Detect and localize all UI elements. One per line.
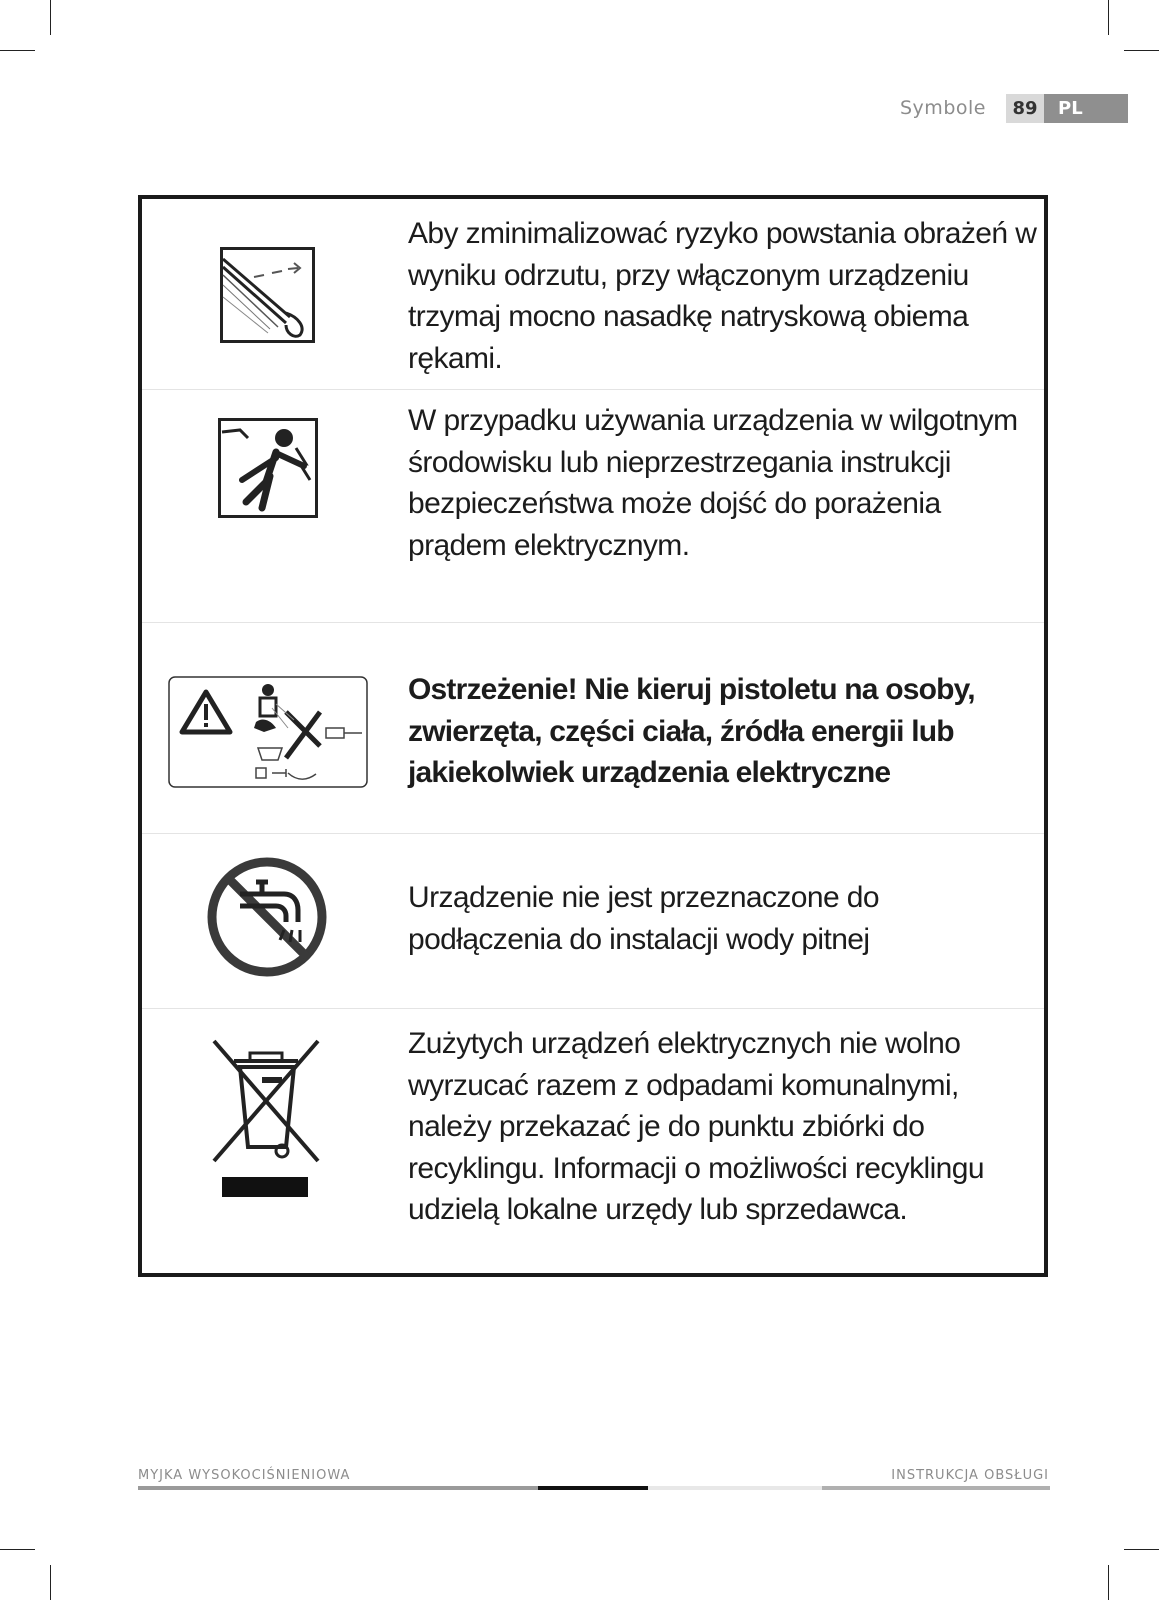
symbol-row [142,623,1044,833]
weee-crossed-bin-icon [210,1037,322,1199]
symbol-warning-text: Ostrzeżenie! Nie kieruj pistoletu na osoby, zwierzęta, części ciała, źródła energii lub jakiekolwiek urządzenia elektryczne [408,673,975,789]
symbol-description: Aby zminimalizować ryzyko powstania obrażeń w wyniku odrzutu, przy włączonym urządzeniu trzymaj mocno nasadkę natryskową obiema rękami. [408,217,1037,375]
footer-product-name: MYJKA WYSOKOCIŚNIENIOWA [138,1468,351,1483]
symbol-row [142,390,1044,622]
icon-cell [142,834,392,1008]
symbol-row [142,199,1044,389]
symbol-row [142,1009,1044,1273]
symbol-description: W przypadku używania urządzenia w wilgotnym środowisku lub nieprzestrzegania instrukcji bezpieczeństwa może dojść do porażenia prądem elektrycznym. [408,404,1018,562]
crop-mark [50,0,51,35]
footer-rule [822,1486,1050,1490]
symbol-description: Zużytych urządzeń elektrycznych nie wolno wyrzucać razem z odpadami komunalnymi, należy przekazać je do punktu zbiórki do recyklingu. Informacji o możliwości recyklingu udzielą lokalne urzędy lub sprzedawca. [408,1027,984,1226]
language-tab: PL [1044,94,1128,123]
crop-mark [0,50,35,51]
icon-cell [142,1009,392,1273]
spray-nozzle-hold-icon [220,247,315,343]
crop-mark [1124,1549,1159,1550]
symbols-table [138,195,1048,1277]
crop-mark [0,1549,35,1550]
symbol-description: Urządzenie nie jest przeznaczone do podłączenia do instalacji wody pitnej [408,881,879,956]
electric-shock-icon [218,418,318,518]
footer-rule [648,1486,822,1490]
page-number: 89 [1006,94,1044,123]
crop-mark [1108,0,1109,35]
section-title: Symbole [900,97,986,119]
do-not-spray-warning-icon [168,676,368,788]
footer-document-name: INSTRUKCJA OBSŁUGI [891,1468,1049,1483]
crop-mark [1108,1565,1109,1600]
footer-rule-accent [538,1486,648,1490]
no-drinking-water-connection-icon [206,856,328,978]
icon-cell [142,199,392,389]
symbol-row [142,834,1044,1008]
icon-cell [142,623,392,833]
crop-mark [50,1565,51,1600]
crop-mark [1124,50,1159,51]
icon-cell [142,390,392,622]
footer-rule [138,1486,538,1490]
